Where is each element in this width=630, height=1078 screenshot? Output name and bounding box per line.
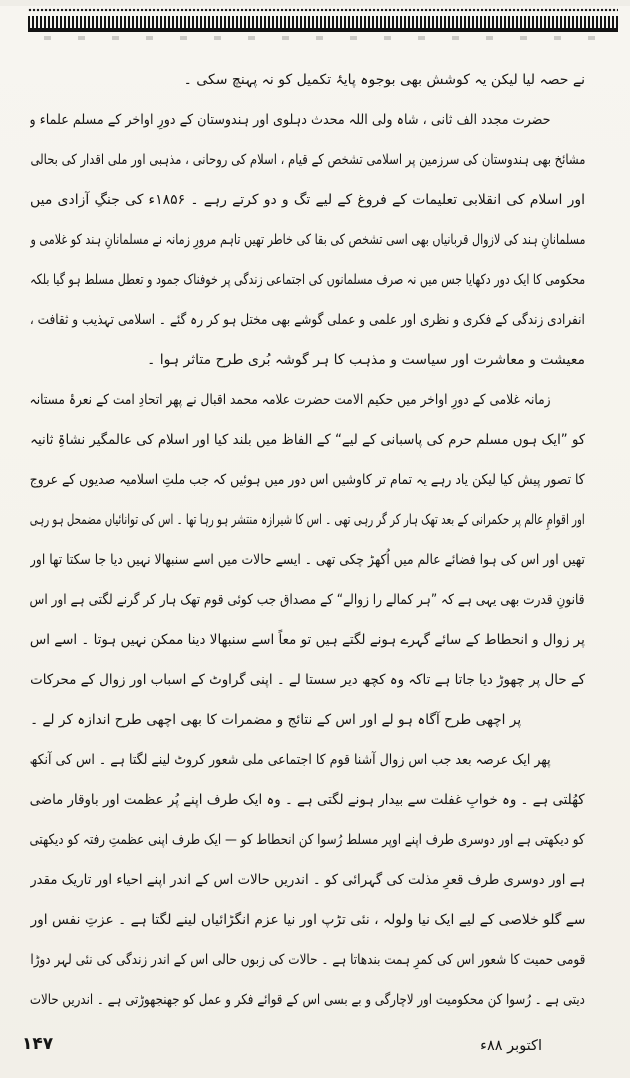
text-line: محکومی کا ایک دور دکھایا جس میں نہ صرف مسلمانوں کی اجتماعی زندگی پر خوفناک جمود و تعطل مسلط ہو گیا بلکہ xyxy=(30,272,585,288)
text-line: نے حصہ لیا لیکن یہ کوشش بھی بوجوہ پایۂ تکمیل کو نہ پہنچ سکی ۔ xyxy=(183,72,585,88)
text-line: ہے اور دوسری طرف قعرِ مذلت کی گہرائی کو ۔ اندریں حالات اس کے اندر اپنے احیاء اور تاریک مقدر xyxy=(30,872,585,888)
text-line: دیتی ہے ۔ رُسوا کن محکومیت اور لاچارگی و بے بسی اس کے قوائے فکر و عمل کو جھنجھوڑتی ہے ۔ اندریں حالات xyxy=(30,992,585,1008)
text-line: انفرادی زندگی کے فکری و نظری اور علمی و عملی گوشے بھی مختل ہو کر رہ گئے ۔ اسلامی تہذیب و ثقافت ، xyxy=(30,312,585,328)
text-line: کھُلتی ہے ۔ وہ خوابِ غفلت سے بیدار ہونے لگتی ہے ۔ وہ ایک طرف اپنے پُر عظمت اور باوقار ماضی xyxy=(30,792,585,808)
body-text xyxy=(0,60,630,1020)
text-line: کا تصور پیش کیا لیکن یاد رہے یہ تمام تر کاوشیں اس دور میں ہوئیں کہ جب ملتِ اسلامیہ صدیوں کے عروج xyxy=(30,472,585,488)
text-line: حضرت مجدد الف ثانی ، شاہ ولی اللہ محدث دہلوی اور ہندوستان کے دورِ اواخر کے مسلم علماء و xyxy=(30,112,551,128)
text-line: سے گلو خلاصی کے لیے ایک نیا ولولہ ، نئی تڑپ اور نیا عزم انگڑائیاں لینے لگتا ہے ۔ عزتِ نفس اور xyxy=(30,912,585,928)
halftone-border-shadow xyxy=(44,36,606,40)
text-line: پر اچھی طرح آگاہ ہو لے اور اس کے نتائج و مضمرات کا بھی اچھی طرح اندازہ کر لے ۔ xyxy=(30,712,521,728)
text-line: قانونِ قدرت بھی یہی ہے کہ ”ہر کمالے را زوالے“ کے مصداق جب کوئی قوم تھک ہار کر گرنے لگتی ہے اور اس xyxy=(30,592,585,608)
text-line: زمانہ غلامی کے دورِ اواخر میں حکیم الامت حضرت علامہ محمد اقبال نے پھر اتحادِ امت کے نعرۂ مستانہ xyxy=(30,392,551,408)
text-line: کو ”ایک ہوں مسلم حرم کی پاسبانی کے لیے“ کے الفاظ میں بلند کیا اور اسلام کی عالمگیر نشاۃِ ثانیہ xyxy=(30,432,585,448)
text-line: پھر ایک عرصہ بعد جب اس زوال آشنا قوم کا اجتماعی ملی شعور کروٹ لینے لگتا ہے ۔ اس کی آنکھ xyxy=(30,752,551,768)
page-footer xyxy=(0,1034,630,1054)
text-line: اور اسلام کی انقلابی تعلیمات کے فروغ کے لیے تگ و دو کرتے رہے ۔ ۱۸۵۶ء کی جنگِ آزادی میں xyxy=(30,192,585,208)
text-line: کو دیکھتی ہے اور دوسری طرف اپنے اوپر مسلط رُسوا کن انحطاط کو — ایک طرف اپنی عظمتِ رفتہ کو دیکھتی xyxy=(30,832,585,848)
text-line: تھیں اور اس کی ہوا فضائے عالم میں اُکھڑ چکی تھی ۔ ایسے حالات میں اسے سنبھالا نہیں دیا جا سکتا تھا اور xyxy=(30,552,585,568)
text-line: مسلمانانِ ہند کی لازوال قربانیاں بھی اسی تشخص کی بقا کی خاطر تھیں تاہم مرورِ زمانہ نے مسلمانانِ ہند کو غلامی و xyxy=(30,232,585,248)
text-line: مشائخ بھی ہندوستان کی سرزمین پر اسلامی تشخص کے قیام ، اسلام کی روحانی ، مذہبی اور ملی اقدار کی بحالی xyxy=(30,152,585,168)
scanned-page xyxy=(0,6,630,1078)
text-line: پر زوال و انحطاط کے سائے گہرے ہونے لگتے ہیں تو معاً اسے سنبھالا دینا ممکن نہیں ہوتا ۔ اسے اس xyxy=(30,632,585,648)
issue-date: اکتوبر ۸۸ء xyxy=(480,1038,542,1054)
text-line: معیشت و معاشرت اور سیاست و مذہب کا ہر گوشہ بُری طرح متاثر ہوا ۔ xyxy=(147,352,585,368)
text-line: قومی حمیت کا شعور اس کی کمرِ ہمت بندھاتا ہے ۔ حالات کی زبوں حالی اس کے اندر زندگی کی نئی لہر دوڑا xyxy=(30,952,585,968)
text-line: کے حال پر چھوڑ دیا جاتا ہے تاکہ وہ کچھ دیر سستا لے ۔ اپنی گراوٹ کے اسباب اور زوال کے محرکات xyxy=(30,672,585,688)
text-line: اور اقوامِ عالم پر حکمرانی کے بعد تھک ہار کر گر رہی تھی ۔ اس کا شیرازہ منتشر ہو رہا تھا ۔ اس کی توانائیاں مضمحل ہو رہی xyxy=(30,512,585,528)
halftone-border xyxy=(28,6,618,32)
page-number: ۱۴۷ xyxy=(22,1034,54,1054)
